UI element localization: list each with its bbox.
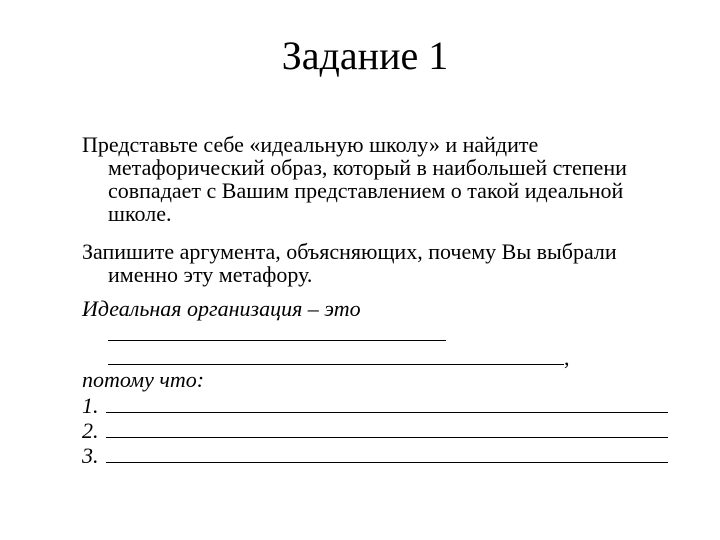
reason-answer-blank[interactable] (106, 444, 668, 463)
page-title: Задание 1 (281, 33, 449, 78)
reason-number: 2. (82, 418, 99, 443)
answer-blank[interactable] (108, 322, 446, 341)
reason-number: 1. (82, 393, 99, 418)
reason-row-1[interactable] (82, 394, 668, 418)
comma: , (564, 345, 570, 370)
arguments-instruction-continuation: именно эту метафору. (108, 262, 313, 287)
reason-answer-blank[interactable] (106, 419, 668, 438)
task-instruction (82, 133, 682, 225)
because-label: потому что: (82, 367, 205, 392)
task-instruction-first-line: Представьте себе «идеальную школу» и найдите (82, 132, 539, 157)
reason-answer-blank[interactable] (106, 394, 668, 413)
reason-number: 3. (82, 443, 99, 468)
organization-label: Идеальная организация – это (82, 296, 361, 321)
answer-blank[interactable] (108, 346, 564, 365)
arguments-instruction (82, 240, 682, 286)
reason-row-3[interactable] (82, 444, 668, 468)
reason-row-2[interactable] (82, 419, 668, 443)
task-instruction-continuation: метафорический образ, который в наибольшей степени совпадает с Вашим представлением о такой идеальной школе. (108, 155, 627, 226)
arguments-instruction-first-line: Запишите аргумента, объясняющих, почему Вы выбрали (82, 239, 617, 264)
organization-answer-line-1[interactable] (82, 322, 446, 346)
